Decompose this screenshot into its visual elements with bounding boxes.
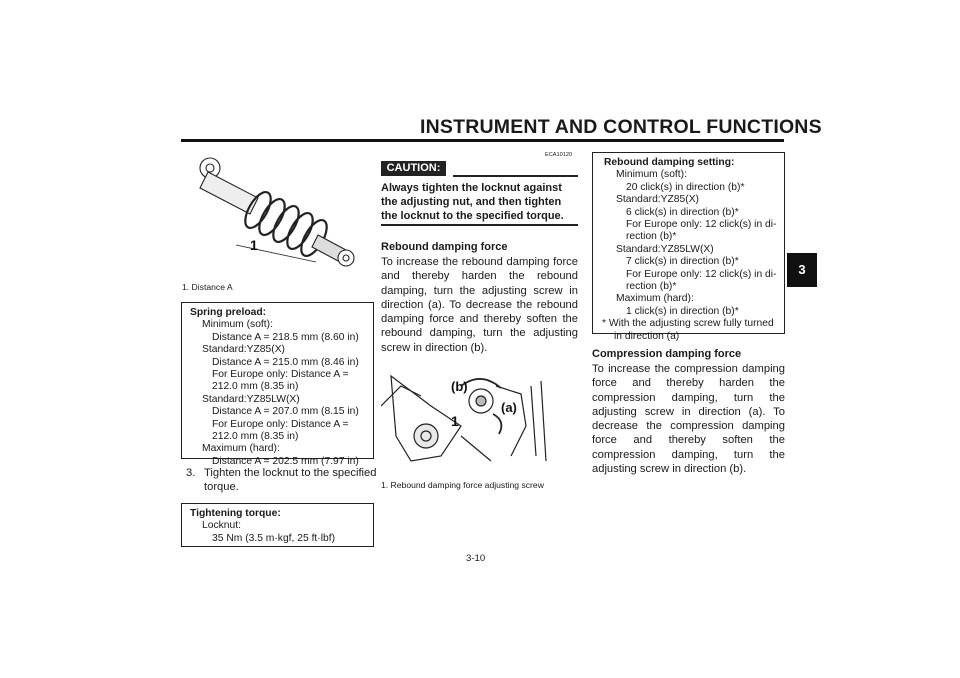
- caution-label: CAUTION:: [381, 161, 446, 176]
- rebound-setting-line: 7 click(s) in direction (b)*: [626, 256, 739, 268]
- rebound-footnote-2: in direction (a): [614, 330, 680, 342]
- spring-preload-box: [181, 302, 374, 467]
- rebound-setting-line: 1 click(s) in direction (b)*: [626, 305, 739, 317]
- locknut-torque-value: 35 Nm (3.5 m·kgf, 25 ft·lbf): [212, 532, 336, 544]
- figure-label-1: 1: [250, 237, 258, 253]
- eca-code: ECA10120: [545, 152, 573, 158]
- rebound-setting-line: For Europe only: 12 click(s) in di-: [626, 219, 777, 231]
- rebound-adjuster-figure: [381, 366, 576, 466]
- rebound-setting-line: For Europe only: 12 click(s) in di-: [626, 268, 777, 280]
- spring-preload-line: Distance A = 215.0 mm (8.46 in): [212, 356, 359, 368]
- spring-preload-line: Distance A = 207.0 mm (8.15 in): [212, 406, 359, 418]
- spring-preload-line: For Europe only: Distance A =: [212, 418, 349, 430]
- compression-heading: Compression damping force: [592, 348, 742, 360]
- direction-b-label: (b): [451, 379, 468, 394]
- figure-caption-adjusting-screw: 1. Rebound damping force adjusting screw: [381, 480, 544, 490]
- spring-preload-line: Standard:YZ85(X): [202, 344, 285, 356]
- figure-label-1-adjuster: 1: [451, 413, 459, 429]
- page-header-title: INSTRUMENT AND CONTROL FUNCTIONS: [420, 116, 822, 138]
- rebound-setting-lines: [604, 169, 784, 318]
- figure-caption-distance: 1. Distance A: [182, 282, 233, 292]
- spring-preload-line: Maximum (hard):: [202, 443, 280, 455]
- direction-a-label: (a): [501, 400, 517, 415]
- spring-preload-line: Distance A = 202.5 mm (7.97 in): [212, 455, 359, 467]
- spring-preload-line: 212.0 mm (8.35 in): [212, 431, 299, 443]
- step-3: [186, 466, 377, 493]
- spring-preload-line: Distance A = 218.5 mm (8.60 in): [212, 331, 359, 343]
- spring-preload-line: Standard:YZ85LW(X): [202, 393, 300, 405]
- caution-text: Always tighten the locknut against the adjusting nut, and then tighten the locknut to the specified torque.: [381, 182, 564, 222]
- step-3-line-2: torque.: [204, 481, 239, 493]
- rebound-setting-line: Minimum (soft):: [616, 169, 687, 181]
- rebound-setting-line: Standard:YZ85LW(X): [616, 243, 714, 255]
- spring-preload-title: Spring preload:: [190, 307, 267, 318]
- spring-preload-line: Minimum (soft):: [202, 319, 273, 331]
- rebound-setting-line: 20 click(s) in direction (b)*: [626, 181, 745, 193]
- spring-preload-lines: [190, 319, 373, 468]
- rebound-heading: Rebound damping force: [381, 241, 508, 253]
- rebound-text: To increase the rebound damping force and thereby harden the rebound damping, turn the adjusting screw in direction (a). To decrease the rebound damping force and thereby soften the rebound damping, turn the adjusting screw in direction (b).: [381, 256, 578, 354]
- rebound-setting-line: 6 click(s) in direction (b)*: [626, 206, 739, 218]
- rebound-setting-title: Rebound damping setting:: [604, 157, 735, 168]
- caution-rule: [453, 175, 578, 177]
- page-number: 3-10: [466, 553, 486, 564]
- rebound-setting-line: rection (b)*: [626, 231, 677, 243]
- chapter-tab: 3: [787, 253, 817, 287]
- header-rule: [181, 139, 784, 142]
- caution-bottom-rule: [381, 224, 578, 226]
- rebound-footnote-1: * With the adjusting screw fully turned: [602, 318, 774, 330]
- step-3-number: 3.: [186, 467, 196, 479]
- rebound-setting-line: Maximum (hard):: [616, 293, 694, 305]
- tightening-torque-title: Tightening torque:: [190, 508, 281, 519]
- locknut-label: Locknut:: [202, 520, 241, 532]
- spring-preload-line: For Europe only: Distance A =: [212, 369, 349, 381]
- compression-text: To increase the compression damping force and thereby harden the compression damping, turn the adjusting screw in direction (a). To decrease the compression damping force and thereby soften the compression damping, turn the adjusting screw in direction (b).: [592, 363, 785, 476]
- rebound-setting-box: [592, 152, 785, 342]
- rebound-setting-line: Standard:YZ85(X): [616, 194, 699, 206]
- spring-preload-line: 212.0 mm (8.35 in): [212, 381, 299, 393]
- tightening-torque-box: [181, 503, 374, 547]
- step-3-line-1: Tighten the locknut to the specified: [204, 467, 377, 479]
- shock-absorber-figure: [188, 150, 368, 275]
- rebound-setting-line: rection (b)*: [626, 281, 677, 293]
